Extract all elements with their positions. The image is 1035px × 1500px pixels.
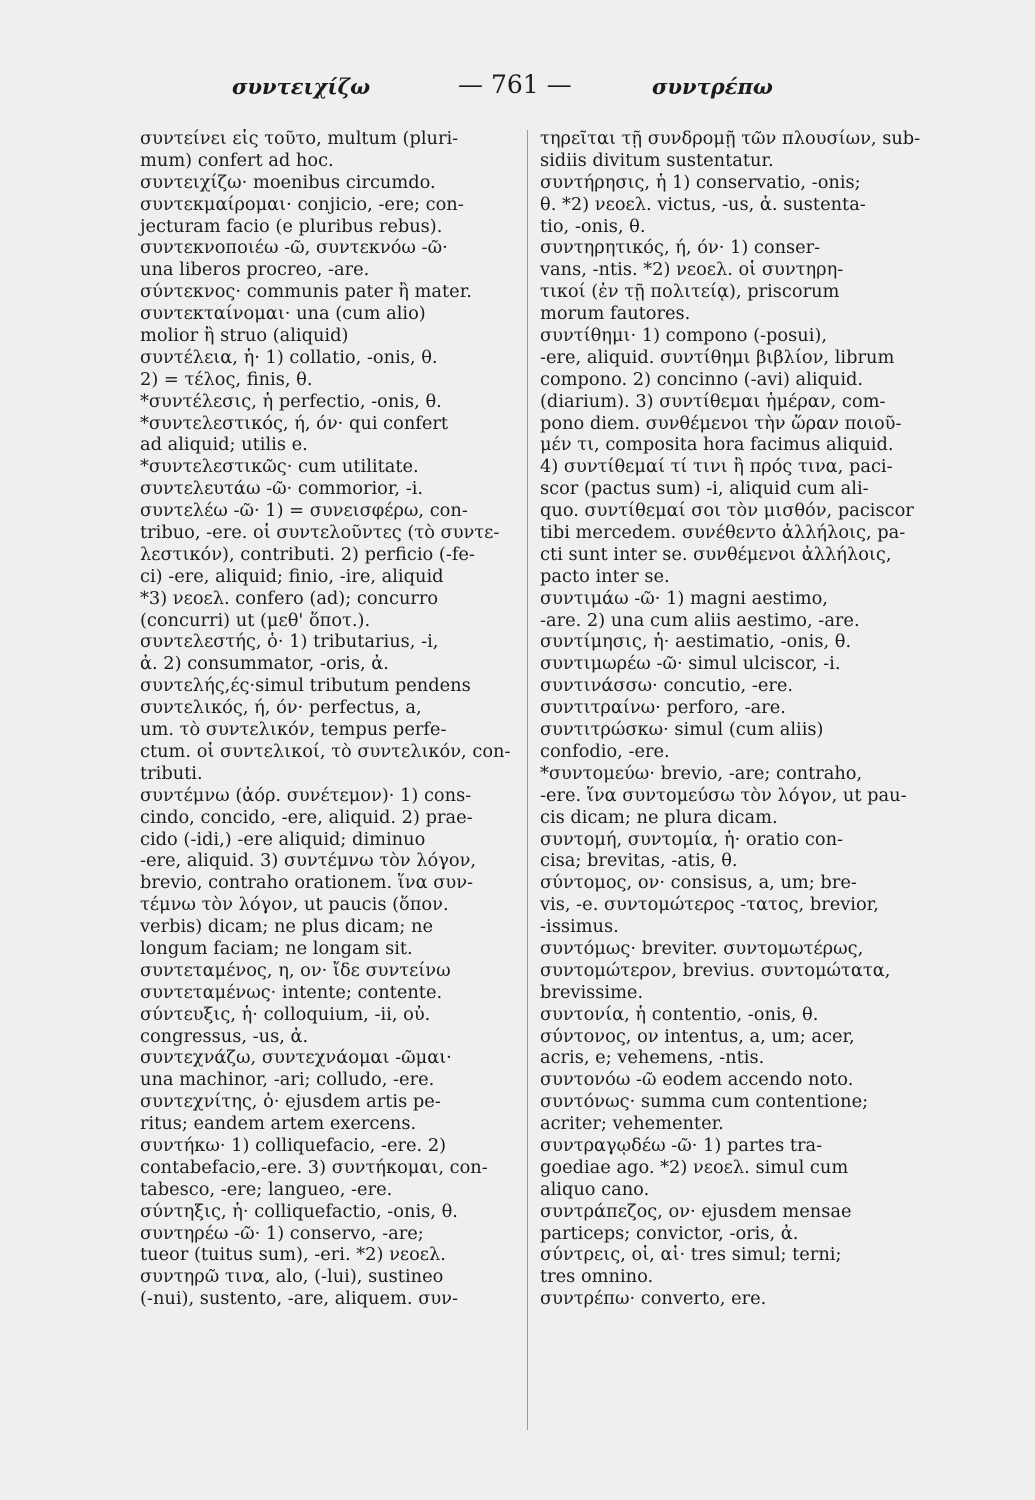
entry-line: συντελής,ές·simul tributum pendens <box>140 675 471 697</box>
entry-line: *συντελεστικός, ή, όν· qui confert <box>140 412 449 434</box>
entry-line: σύντευξις, ἡ· colloquium, -ii, οὐ. <box>140 1003 431 1025</box>
entry-line: brevio, contraho orationem. ἵνα συν- <box>140 872 474 894</box>
entry-line: sidiis divitum sustentatur. <box>540 149 774 171</box>
entry-line: συντελικός, ή, όν· perfectus, a, <box>140 697 422 719</box>
entry-line: συντιμωρέω -ῶ· simul ulciscor, -i. <box>540 653 841 675</box>
entry-line: συντομώτερον, brevius. συντομώτατα, <box>540 959 891 981</box>
entry-line: aliquo cano. <box>540 1178 650 1200</box>
entry-line: (diarium). 3) συντίθεμαι ἡμέραν, com- <box>540 390 886 412</box>
entry-line: molior ἢ struo (aliquid) <box>140 325 349 347</box>
entry-line: acris, e; vehemens, -ntis. <box>540 1047 765 1069</box>
entry-line: -are. 2) una cum aliis aestimo, -are. <box>540 609 860 631</box>
entry-line: tributi. <box>140 762 203 784</box>
entry-line: συντεταμένως· intente; contente. <box>140 981 443 1003</box>
entry-line: -ere. ἵνα συντομεύσω τὸν λόγον, ut pau- <box>540 784 907 806</box>
entry-line: tres omnino. <box>540 1266 654 1288</box>
entry-line: σύντομος, ον· consisus, a, um; bre- <box>540 872 857 894</box>
entry-line: ritus; eandem artem exercens. <box>140 1113 417 1135</box>
entry-line: vans, -ntis. *2) νεοελ. οἱ συντηρη- <box>540 259 844 281</box>
entry-line: τηρεῖται τῇ συνδρομῇ τῶν πλουσίων, sub- <box>540 128 921 149</box>
entry-line: συντελεστής, ὁ· 1) tributarius, -i, <box>140 631 439 653</box>
entry-line: θ. *2) νεοελ. victus, -us, ἀ. sustenta- <box>540 193 866 215</box>
entry-line: tribuo, -ere. οἱ συντελοῦντες (τὸ συντε- <box>140 522 500 544</box>
entry-line: σύντεκνος· communis pater ἢ mater. <box>140 281 472 303</box>
entry-line: -ere, aliquid. 3) συντέμνω τὸν λόγον, <box>140 850 477 872</box>
entry-line: συντεκμαίρομαι· conjicio, -ere; con- <box>140 193 464 215</box>
entry-line: συντεκταίνομαι· una (cum alio) <box>140 303 426 325</box>
entry-line: quo. συντίθεμαί σοι τὸν μισθόν, paciscor <box>540 500 914 522</box>
right-column <box>540 128 925 1310</box>
entry-line: συντίθημι· 1) compono (-posui), <box>540 325 827 347</box>
entry-line: scor (pactus sum) -i, aliquid cum ali- <box>540 478 869 500</box>
entry-line: longum faciam; ne longam sit. <box>140 937 413 959</box>
entry-line: tibi mercedem. συνέθεντο ἀλλήλοις, pa- <box>540 522 906 544</box>
entry-line: vis, -e. συντομώτερος -τατος, brevior, <box>540 894 879 916</box>
entry-line: particeps; convictor, -oris, ἀ. <box>540 1222 799 1244</box>
entry-line: um. τὸ συντελικόν, tempus perfe- <box>140 719 447 741</box>
entry-line: ἀ. 2) consummator, -oris, ἀ. <box>140 653 389 675</box>
entry-line: συντονόω -ῶ eodem accendo noto. <box>540 1069 854 1091</box>
entry-line: brevissime. <box>540 981 644 1003</box>
entry-line: compono. 2) concinno (-avi) aliquid. <box>540 368 864 390</box>
entry-line: συντιμάω -ῶ· 1) magni aestimo, <box>540 587 828 609</box>
entry-line: συντινάσσω· concutio, -ere. <box>540 675 794 697</box>
entry-line: ci) -ere, aliquid; finio, -ire, aliquid <box>140 565 444 587</box>
entry-line: una liberos procreo, -are. <box>140 259 370 281</box>
entry-line: συντιτρώσκω· simul (cum aliis) <box>540 719 824 741</box>
entry-line: mum) confert ad hoc. <box>140 149 334 171</box>
left-column <box>140 128 518 1310</box>
entry-line: συντεχνάζω, συντεχνάομαι -ῶμαι· <box>140 1047 452 1069</box>
right-running-headword: συντρέπω <box>652 74 773 99</box>
entry-line: συντραγῳδέω -ῶ· 1) partes tra- <box>540 1134 823 1156</box>
page-header <box>0 66 1035 106</box>
column-divider <box>527 130 528 1430</box>
entry-line: συντειχίζω· moenibus circumdo. <box>140 171 436 193</box>
entry-line: tabesco, -ere; langueo, -ere. <box>140 1178 393 1200</box>
entry-line: morum fautores. <box>540 303 691 325</box>
entry-line: συντόμως· breviter. συντομωτέρως, <box>540 937 864 959</box>
entry-line: (concurri) ut (μεθ' ὅποτ.). <box>140 609 371 631</box>
entry-line: συντιτραίνω· perforo, -are. <box>540 697 786 719</box>
entry-line: συντράπεζος, ον· ejusdem mensae <box>540 1200 852 1222</box>
entry-line: σύντρεις, οἱ, αἱ· tres simul; terni; <box>540 1244 842 1266</box>
entry-line: tueor (tuitus sum), -eri. *2) νεοελ. <box>140 1244 446 1266</box>
entry-line: μέν τι, composita hora facimus aliquid. <box>540 434 894 456</box>
entry-line: συντέλεια, ἡ· 1) collatio, -onis, θ. <box>140 346 438 368</box>
entry-line: συντέμνω (ἀόρ. συνέτεμον)· 1) cons- <box>140 784 472 806</box>
entry-line: cis dicam; ne plura dicam. <box>540 806 778 828</box>
entry-line: συντηρητικός, ή, όν· 1) conser- <box>540 237 821 259</box>
entry-line: σύντηξις, ἡ· colliquefactio, -onis, θ. <box>140 1200 458 1222</box>
entry-line: συντρέπω· converto, ere. <box>540 1288 767 1310</box>
entry-line: 2) = τέλος, finis, θ. <box>140 368 313 390</box>
entry-line: συντεταμένος, η, ον· ἴδε συντείνω <box>140 959 451 981</box>
entry-line: ad aliquid; utilis e. <box>140 434 308 456</box>
entry-line: συντηρῶ τινα, alo, (-lui), sustineo <box>140 1266 444 1288</box>
entry-line: συντεκνοποιέω -ῶ, συντεκνόω -ῶ· <box>140 237 448 259</box>
entry-line: -issimus. <box>540 916 619 938</box>
entry-line: τικοί (ἐν τῇ πολιτείᾳ), priscorum <box>540 281 840 303</box>
entry-line: *συντελεστικῶς· cum utilitate. <box>140 456 419 478</box>
entry-line: συντείνει εἰς τοῦτο, multum (pluri- <box>140 128 459 149</box>
entry-line: goediae ago. *2) νεοελ. simul cum <box>540 1156 849 1178</box>
entry-line: cido (-idi,) -ere aliquid; diminuo <box>140 828 426 850</box>
entry-line: συντονία, ἡ contentio, -onis, θ. <box>540 1003 819 1025</box>
entry-line: συντομή, συντομία, ἡ· oratio con- <box>540 828 844 850</box>
entry-line: *συντομεύω· brevio, -are; contraho, <box>540 762 863 784</box>
entry-line: συντόνως· summa cum contentione; <box>540 1091 869 1113</box>
entry-line: 4) συντίθεμαί τί τινι ἢ πρός τινα, paci- <box>540 456 893 478</box>
entry-line: jecturam facio (e pluribus rebus). <box>140 215 443 237</box>
entry-line: *συντέλεσις, ἡ perfectio, -onis, θ. <box>140 390 442 412</box>
entry-line: verbis) dicam; ne plus dicam; ne <box>140 916 434 938</box>
entry-line: (-nui), sustento, -are, aliquem. συν- <box>140 1288 458 1310</box>
entry-line: συντήκω· 1) colliquefacio, -ere. 2) <box>140 1134 447 1156</box>
entry-line: confodio, -ere. <box>540 740 670 762</box>
entry-line: acriter; vehementer. <box>540 1113 724 1135</box>
entry-line: συντηρέω -ῶ· 1) conservo, -are; <box>140 1222 424 1244</box>
entry-line: congressus, -us, ἀ. <box>140 1025 309 1047</box>
entry-line: τέμνω τὸν λόγον, ut paucis (ὅπον. <box>140 894 449 916</box>
entry-line: pono diem. συνθέμενοι τὴν ὥραν ποιοῦ- <box>540 412 902 434</box>
entry-line: λεστικόν), contributi. 2) perficio (-fe- <box>140 543 475 565</box>
entry-line: pacto inter se. <box>540 565 670 587</box>
entry-line: συντήρησις, ἡ 1) conservatio, -onis; <box>540 171 861 193</box>
entry-line: cti sunt inter se. συνθέμενοι ἀλλήλοις, <box>540 543 892 565</box>
entry-line: ctum. οἱ συντελικοί, τὸ συντελικόν, con- <box>140 740 511 762</box>
entry-line: cindo, concido, -ere, aliquid. 2) prae- <box>140 806 473 828</box>
entry-line: una machinor, -ari; colludo, -ere. <box>140 1069 435 1091</box>
entry-line: συντεχνίτης, ὁ· ejusdem artis pe- <box>140 1091 441 1113</box>
entry-line: contabefacio,-ere. 3) συντήκομαι, con- <box>140 1156 488 1178</box>
entry-line: cisa; brevitas, -atis, θ. <box>540 850 738 872</box>
entry-line: tio, -onis, θ. <box>540 215 646 237</box>
entry-line: συντελευτάω -ῶ· commorior, -i. <box>140 478 424 500</box>
page-number: — 761 — <box>458 70 572 99</box>
entry-line: -ere, aliquid. συντίθημι βιβλίον, librum <box>540 346 895 368</box>
entry-line: σύντονος, ον intentus, a, um; acer, <box>540 1025 855 1047</box>
entry-line: *3) νεοελ. confero (ad); concurro <box>140 587 439 609</box>
entry-line: συντίμησις, ἡ· aestimatio, -onis, θ. <box>540 631 852 653</box>
left-running-headword: συντειχίζω <box>232 74 371 99</box>
entry-line: συντελέω -ῶ· 1) = συνεισφέρω, con- <box>140 500 468 522</box>
